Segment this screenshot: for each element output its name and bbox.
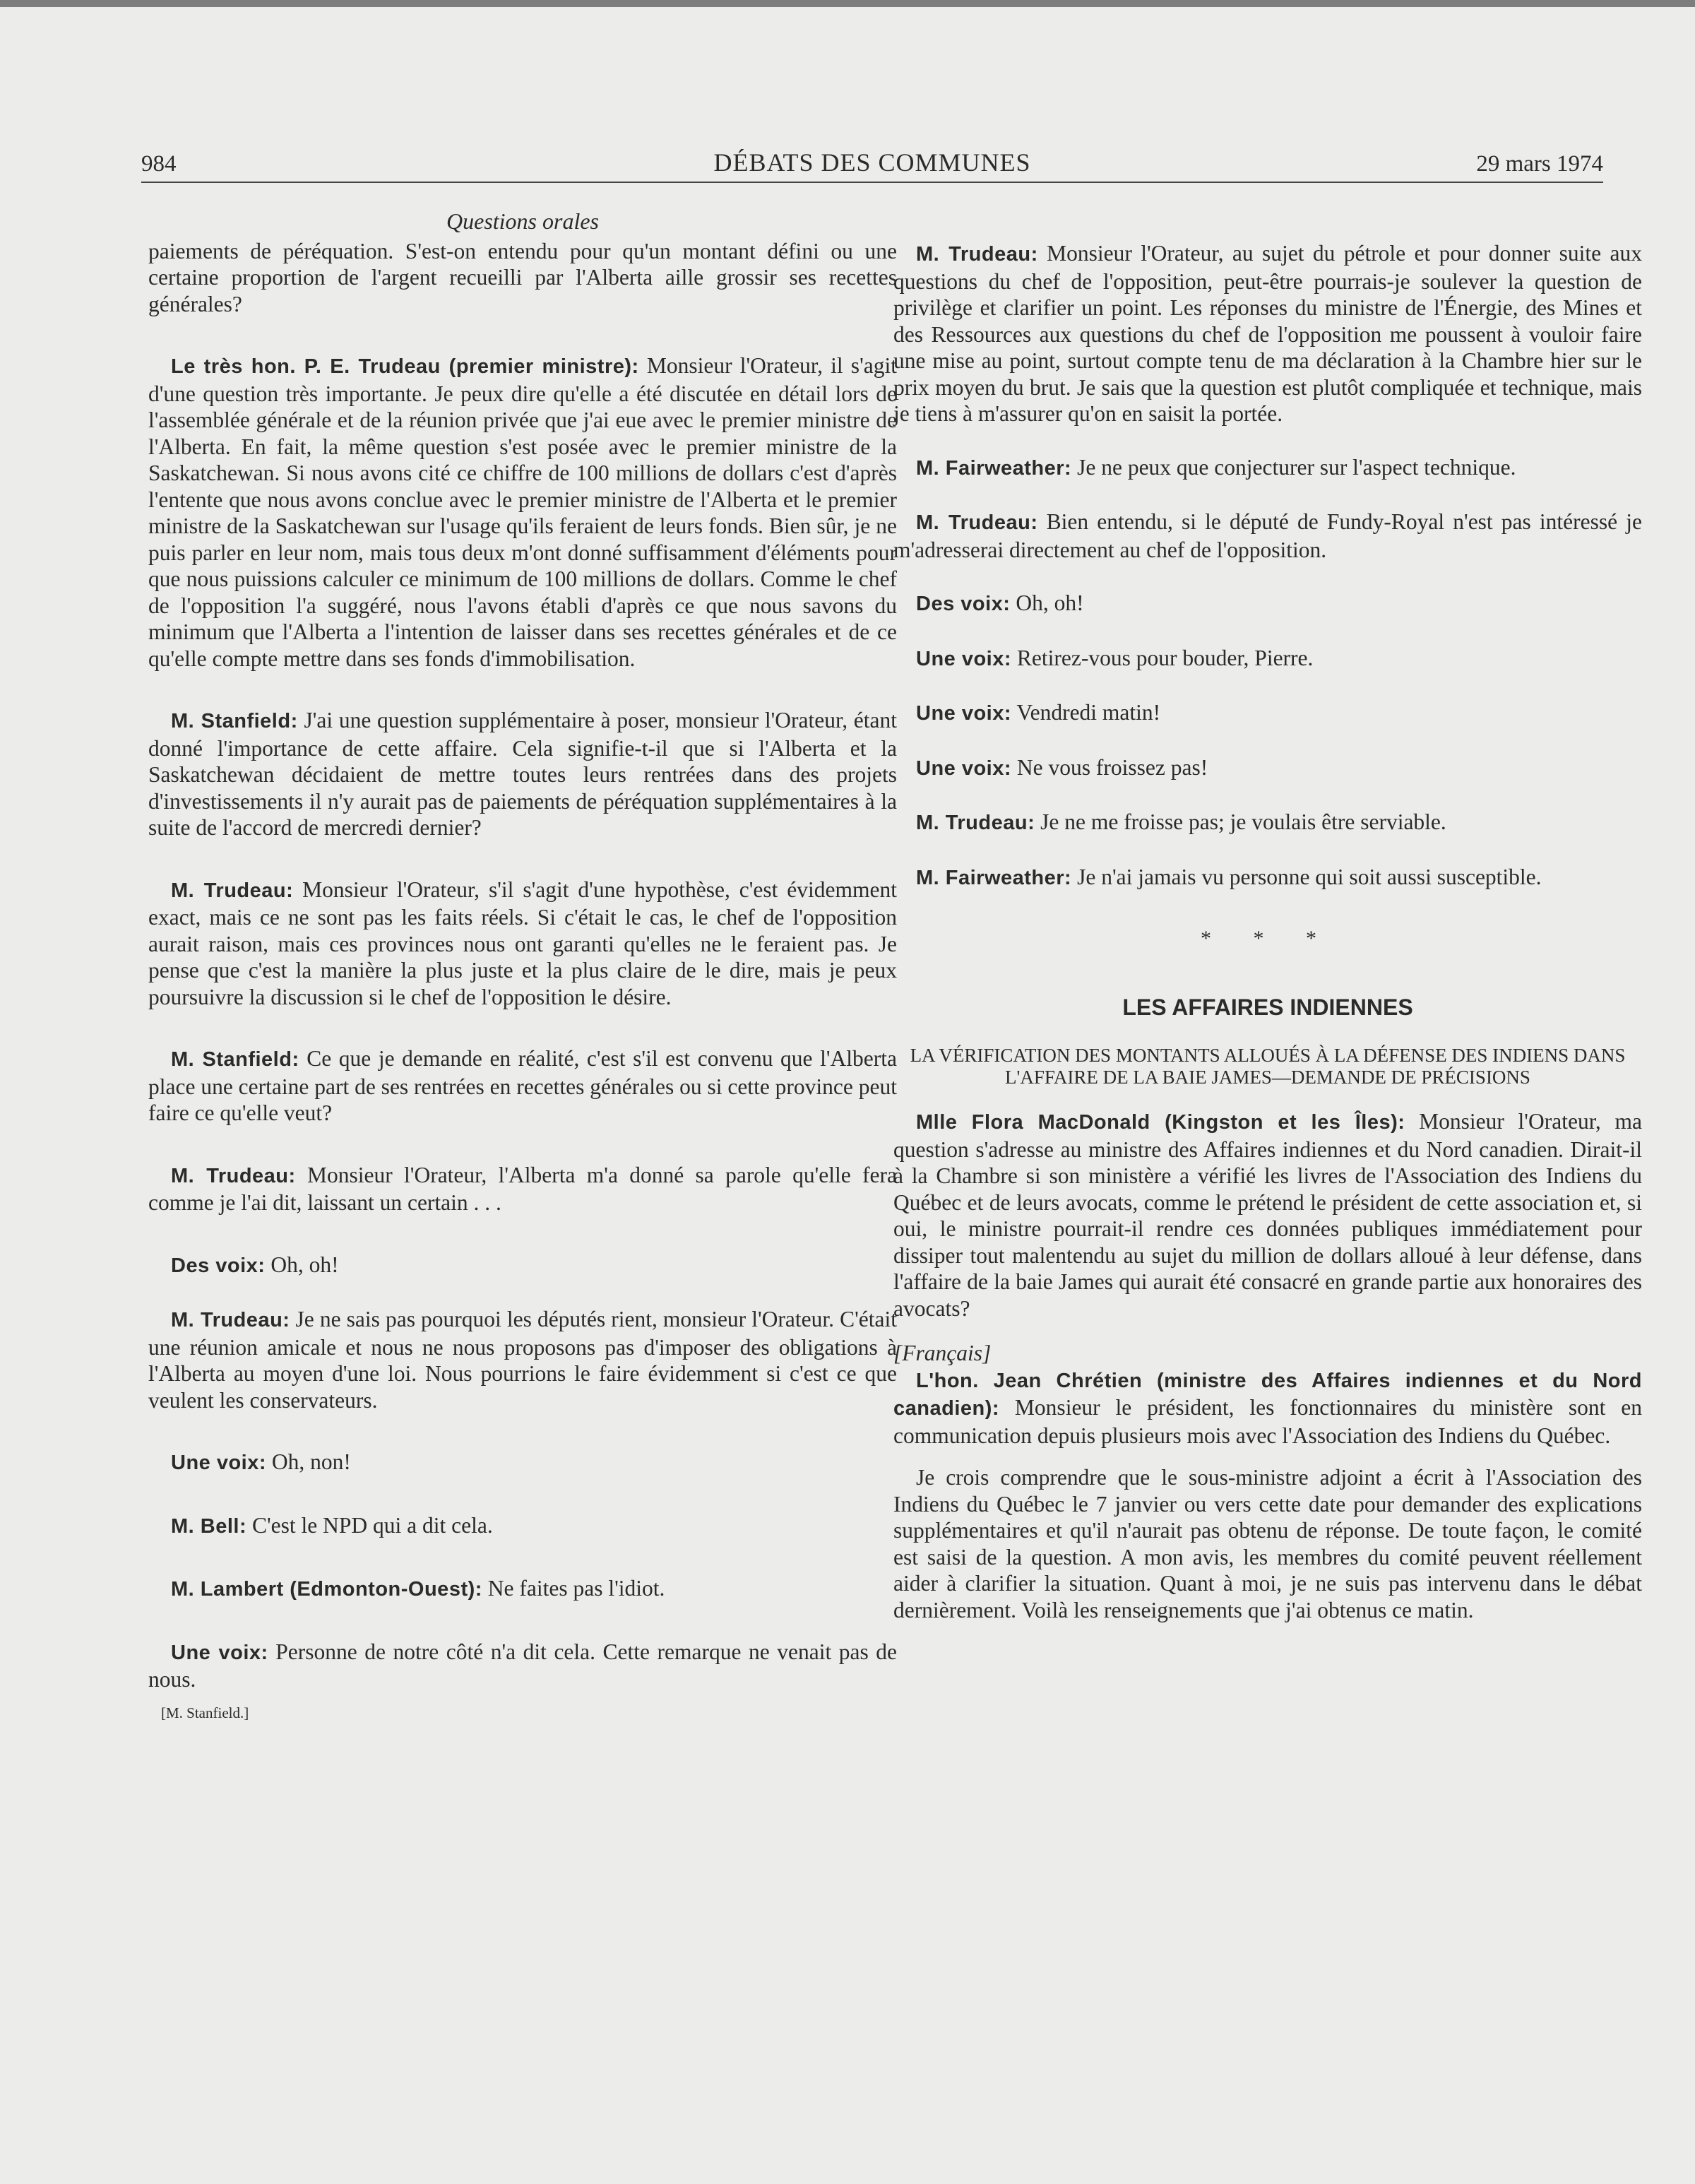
speaker-label: M. Trudeau: — [171, 1309, 290, 1331]
speech-trudeau-6 — [893, 509, 1642, 563]
speech-text: Retirez-vous pour bouder, Pierre. — [1011, 645, 1314, 670]
speech-text: J'ai une question supplémentaire à poser, monsieur l'Orateur, étant donné l'importance de cette affaire. Cela signifie-t-il que si l'Alberta et la Saskatchewan décidaient de mettre toutes leurs rentrées dans des projets d'investissements il n'y aurait pas de paiements de péréquation supplémentaires à la suite de l'accord de mercredi dernier? — [148, 708, 898, 840]
speaker-label: M. Trudeau: — [916, 511, 1038, 534]
speech-lambert — [148, 1575, 897, 1603]
speaker-label: Une voix: — [916, 647, 1012, 670]
speech-une-voix-1 — [148, 1449, 897, 1477]
page — [0, 7, 1695, 2184]
speech-text: Je ne peux que conjecturer sur l'aspect technique. — [1071, 454, 1516, 480]
left-column — [148, 208, 897, 1726]
speech-text: Je ne me froisse pas; je voulais être serviable. — [1035, 809, 1446, 834]
scan-edge — [0, 0, 1695, 7]
speech-fairweather-1 — [893, 454, 1642, 482]
speaker-label: Une voix: — [171, 1641, 268, 1664]
speech-text: Personne de notre côté n'a dit cela. Cette remarque ne venait pas de nous. — [148, 1639, 897, 1692]
speech-text: C'est le NPD qui a dit cela. — [246, 1512, 493, 1538]
intro-paragraph: paiements de péréquation. S'est-on entendu pour qu'un montant défini ou une certaine proportion de l'argent recueilli par l'Alberta aille grossir ses recettes générales? — [148, 238, 897, 316]
speech-trudeau-5 — [893, 240, 1642, 427]
section-subtitle: LA VÉRIFICATION DES MONTANTS ALLOUÉS À LA DÉFENSE DES INDIENS DANS L'AFFAIRE DE LA BAIE JAMES—DEMANDE DE PRÉCISIONS — [910, 1045, 1626, 1088]
speech-text: Je n'ai jamais vu personne qui soit aussi susceptible. — [1071, 864, 1542, 889]
speech-text: Monsieur l'Orateur, au sujet du pétrole et pour donner suite aux questions du chef de l'opposition, peut-être pourrais-je soulever la question de privilège et clarifier un point. Les réponses du ministre de l'Énergie, des Mines et des Ressources aux questions du chef de l'opposition me poussent à vouloir faire une mise au point, surtout compte tenu de ma déclaration à la Chambre hier sur le prix moyen du brut. Je sais que la question est plutôt compliquée et technique, mais je tiens à m'assurer qu'on en saisit la portée. — [893, 241, 1642, 426]
speech-text: Ne faites pas l'idiot. — [482, 1576, 665, 1601]
speech-une-voix-4 — [893, 699, 1642, 728]
speech-text: Je ne sais pas pourquoi les députés rient, monsieur l'Orateur. C'était une réunion amicale et nous ne nous proposons pas d'imposer des obligations à l'Alberta au moyen d'une loi. Nous pourrions le faire évidemment si c'est ce que veulent les conservateurs. — [148, 1307, 897, 1413]
speech-chretien — [893, 1367, 1642, 1449]
speech-text: Oh, oh! — [1010, 590, 1084, 615]
speech-text: Oh, non! — [266, 1449, 351, 1474]
speaker-label: Une voix: — [171, 1452, 267, 1474]
speaker-label: Le très hon. P. E. Trudeau (premier ministre): — [171, 355, 639, 378]
speaker-label: L'hon. Jean Chrétien (ministre des Affaires indiennes et du Nord canadien): — [893, 1369, 1642, 1420]
speech-trudeau-7 — [893, 809, 1642, 837]
speaker-label: M. Stanfield: — [171, 710, 298, 732]
speech-des-voix — [148, 1252, 897, 1280]
speaker-label: Une voix: — [916, 702, 1012, 725]
speech-trudeau-4 — [148, 1306, 897, 1413]
section-title: LES AFFAIRES INDIENNES — [1122, 994, 1413, 1020]
speech-text: Monsieur l'Orateur, il s'agit d'une question très importante. Je peux dire qu'elle a été discutée en détail lors de l'assemblée générale et de la réunion privée que j'ai eue avec le premier ministre de l'Alberta. En fait, la même question s'est posée avec le premier ministre de la Saskatchewan. Si nous avons cité ce chiffre de 100 millions de dollars c'est d'après l'entente que nous avons conclue avec le premier ministre de l'Alberta et le premier ministre de la Saskatchewan sur l'usage qu'ils feraient de leurs fonds. Bien sûr, je ne puis parler en leur nom, mais tous deux m'ont donné suffisamment d'éléments pour que nous puissions calculer ce minimum de 100 millions de dollars. Comme le chef de l'opposition l'a suggéré, nous l'avons établi d'après ce que nous savons du minimum que l'Alberta a l'intention de laisser dans ses recettes générales et de ce qu'elle compte mettre dans ses fonds d'immobilisation. — [148, 353, 897, 671]
speaker-label: M. Fairweather: — [916, 866, 1072, 889]
speech-trudeau-2 — [148, 877, 897, 1011]
publication-date: 29 mars 1974 — [1476, 151, 1603, 177]
speech-text: Ce que je demande en réalité, c'est s'il est convenu que l'Alberta place une certaine part de ses rentrées en recettes générales ou si cette province peut faire ce qu'elle veut? — [148, 1046, 897, 1125]
publication-title: DÉBATS DES COMMUNES — [713, 148, 1031, 177]
speech-text: Oh, oh! — [265, 1252, 339, 1277]
speech-macdonald — [893, 1108, 1642, 1322]
footnote: [M. Stanfield.] — [161, 1704, 249, 1721]
page-number: 984 — [141, 151, 177, 177]
speech-chretien-continued: Je crois comprendre que le sous-ministre adjoint a écrit à l'Association des Indiens du Québec le 7 janvier ou vers cette date pour demander des explications supplémentaires et qu'il n'aurait pas obtenu de réponse. De toute façon, le comité est saisi de la question. A mon avis, les membres du comité peuvent réellement aider à clarifier la situation. Quant à moi, je ne suis pas intervenu dans le débat dernièrement. Voilà les renseignements que j'ai obtenus ce matin. — [893, 1465, 1642, 1622]
speaker-label: M. Lambert (Edmonton-Ouest): — [171, 1578, 482, 1601]
speech-text: Monsieur le président, les fonctionnaires du ministère sont en communication depuis plusieurs mois avec l'Association des Indiens du Québec. — [893, 1395, 1642, 1448]
running-head: Questions orales — [446, 208, 599, 234]
right-column — [893, 208, 1642, 1623]
speaker-label: Des voix: — [916, 593, 1011, 615]
speaker-label: Mlle Flora MacDonald (Kingston et les Îles): — [916, 1111, 1405, 1134]
page-header — [141, 145, 1603, 183]
speaker-label: M. Stanfield: — [171, 1048, 299, 1071]
speech-trudeau-1 — [148, 352, 897, 672]
speaker-label: M. Bell: — [171, 1514, 247, 1538]
speech-stanfield-2 — [148, 1045, 897, 1127]
speech-text: Monsieur l'Orateur, ma question s'adresse au ministre des Affaires indiennes et du Nord canadien. Dirait-il à la Chambre si son ministère a vérifié les livres de l'Association des Indiens du Québec et de leurs avocats, comme le prétend le président de cette association et, si oui, le ministre pourrait-il rendre ces données publiques immédiatement pour dissiper tout malentendu au sujet du million de dollars alloué à leur défense, dans l'affaire de la baie James qui aurait été consacré en grande partie aux honoraires des avocats? — [893, 1109, 1642, 1321]
speech-fairweather-2 — [893, 864, 1642, 892]
speech-bell — [148, 1512, 897, 1541]
speech-trudeau-3 — [148, 1162, 897, 1216]
speech-une-voix-5 — [893, 754, 1642, 783]
language-tag: [Français] — [893, 1341, 992, 1365]
speaker-label: M. Fairweather: — [916, 456, 1072, 480]
section-separator: * * * — [1201, 927, 1335, 950]
speech-des-voix-2 — [893, 590, 1642, 618]
speech-text: Monsieur l'Orateur, l'Alberta m'a donné sa parole qu'elle fera comme je l'ai dit, laissant un certain . . . — [148, 1162, 897, 1215]
speaker-label: M. Trudeau: — [916, 243, 1038, 266]
speech-text: Bien entendu, si le député de Fundy-Royal n'est pas intéressé je m'adresserai directement au chef de l'opposition. — [893, 509, 1642, 562]
speaker-label: Des voix: — [171, 1254, 266, 1277]
speech-une-voix-3 — [893, 645, 1642, 673]
speech-stanfield-1 — [148, 707, 897, 841]
speech-text: Ne vous froissez pas! — [1011, 754, 1208, 780]
speech-text: Vendredi matin! — [1011, 700, 1161, 725]
speaker-label: Une voix: — [916, 756, 1012, 780]
speaker-label: M. Trudeau: — [171, 1164, 296, 1187]
speech-text: Monsieur l'Orateur, s'il s'agit d'une hypothèse, c'est évidemment exact, mais ce ne sont pas les faits réels. Si c'était le cas, le chef de l'opposition aurait raison, mais ces provinces nous ont garanti qu'elles ne le feraient pas. Je pense que c'est la manière la plus juste et la plus claire de le dire, mais je peux poursuivre la discussion si le chef de l'opposition le désire. — [148, 877, 897, 1009]
speech-une-voix-2 — [148, 1639, 897, 1693]
speaker-label: M. Trudeau: — [916, 812, 1035, 834]
speaker-label: M. Trudeau: — [171, 879, 294, 902]
